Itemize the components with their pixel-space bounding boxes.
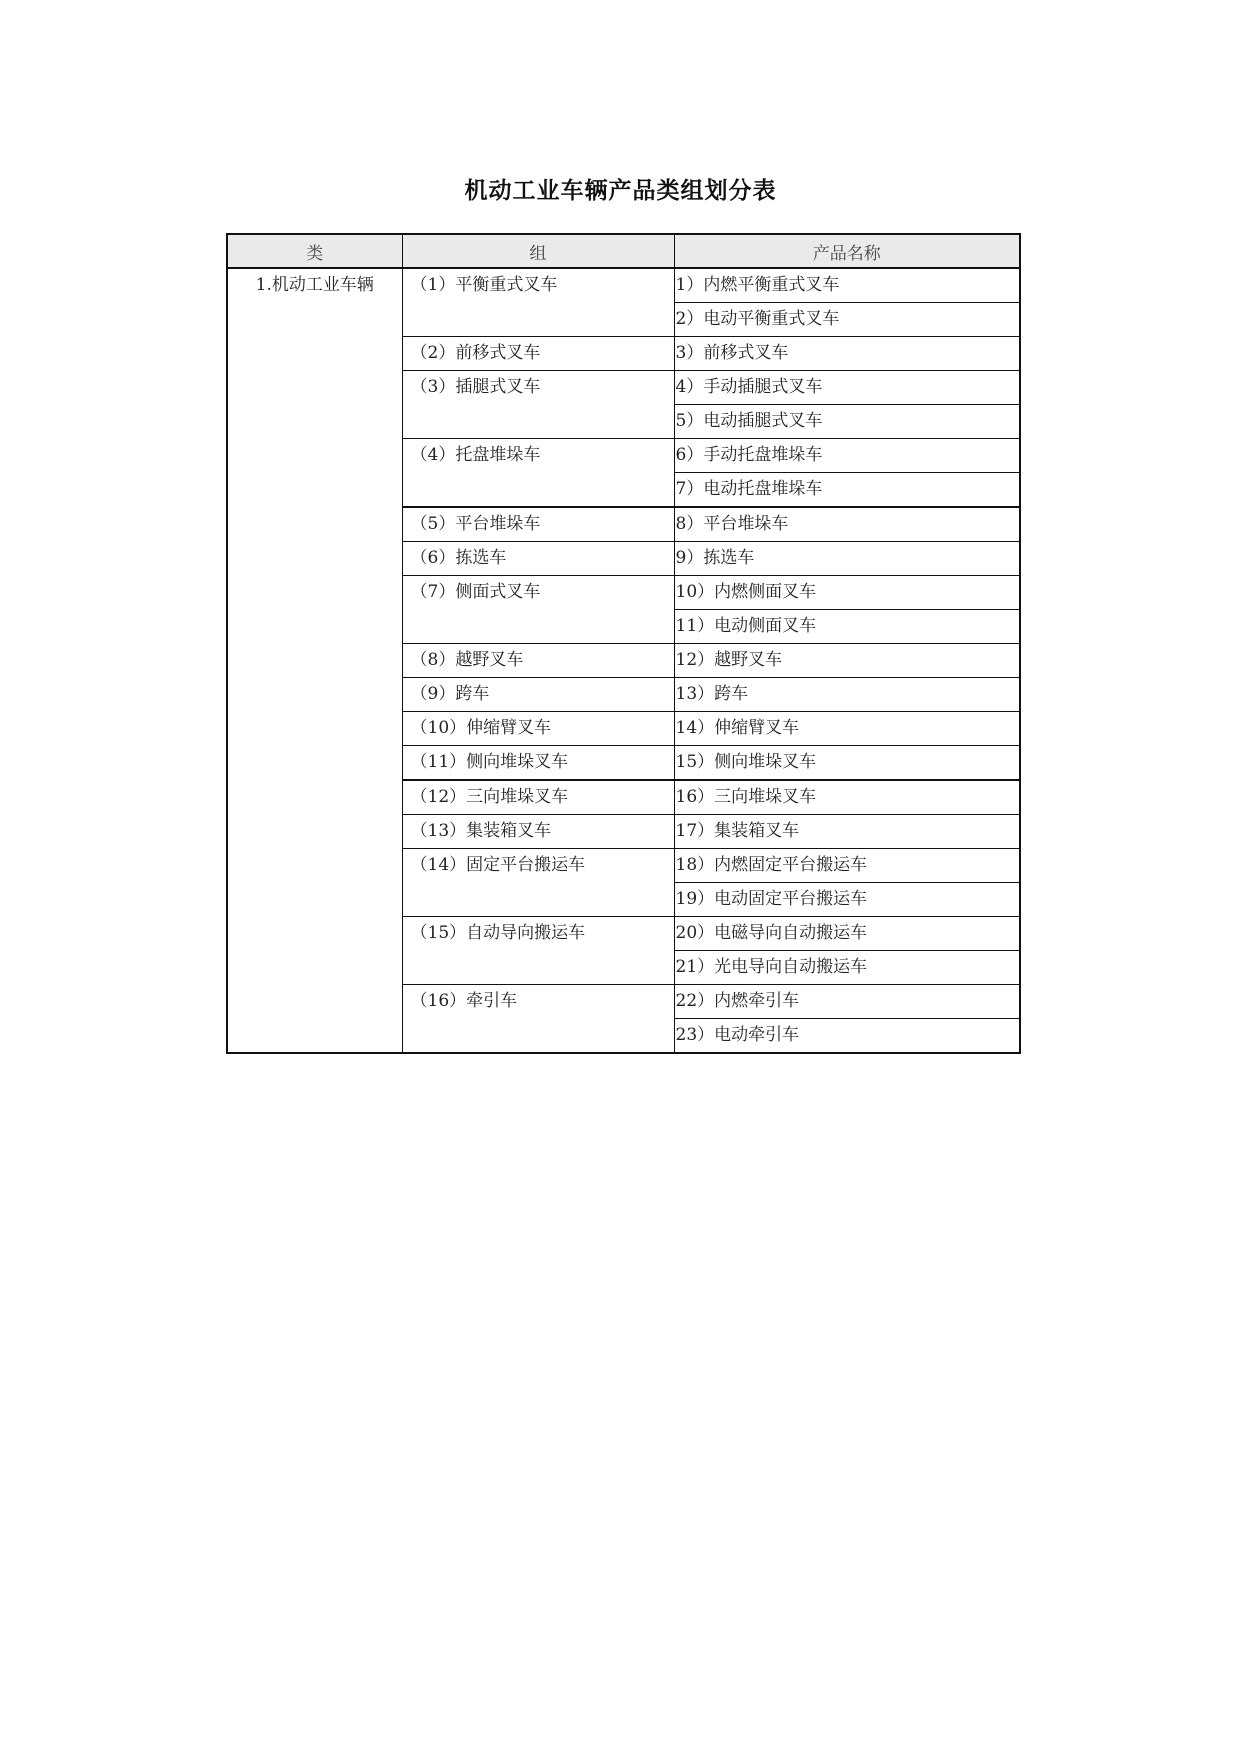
table-header: [227, 234, 1020, 268]
group-cell: （15）自动导向搬运车: [402, 917, 674, 985]
product-cell: 1）内燃平衡重式叉车: [674, 268, 1020, 303]
product-cell: 21）光电导向自动搬运车: [674, 951, 1020, 985]
group-cell: （14）固定平台搬运车: [402, 849, 674, 917]
header-product: 产品名称: [674, 234, 1020, 268]
table-row: [227, 268, 1020, 303]
group-cell: （1）平衡重式叉车: [402, 268, 674, 337]
product-cell: 5）电动插腿式叉车: [674, 405, 1020, 439]
product-cell: 11）电动侧面叉车: [674, 610, 1020, 644]
header-group: 组: [402, 234, 674, 268]
page-title: 机动工业车辆产品类组划分表: [464, 178, 777, 204]
product-cell: 14）伸缩臂叉车: [674, 712, 1020, 746]
product-cell: 12）越野叉车: [674, 644, 1020, 678]
group-cell: （5）平台堆垛车: [402, 507, 674, 542]
product-cell: 15）侧向堆垛叉车: [674, 746, 1020, 781]
group-cell: （10）伸缩臂叉车: [402, 712, 674, 746]
class-cell: 1.机动工业车辆: [227, 268, 402, 1053]
group-cell: （16）牵引车: [402, 985, 674, 1054]
product-cell: 19）电动固定平台搬运车: [674, 883, 1020, 917]
product-cell: 6）手动托盘堆垛车: [674, 439, 1020, 473]
table-body: [227, 268, 1020, 1053]
product-cell: 17）集装箱叉车: [674, 815, 1020, 849]
group-cell: （2）前移式叉车: [402, 337, 674, 371]
product-cell: 7）电动托盘堆垛车: [674, 473, 1020, 508]
product-cell: 16）三向堆垛叉车: [674, 780, 1020, 815]
group-cell: （8）越野叉车: [402, 644, 674, 678]
product-cell: 2）电动平衡重式叉车: [674, 303, 1020, 337]
group-cell: （9）跨车: [402, 678, 674, 712]
product-cell: 3）前移式叉车: [674, 337, 1020, 371]
group-cell: （12）三向堆垛叉车: [402, 780, 674, 815]
classification-table: [226, 233, 1021, 1054]
product-cell: 4）手动插腿式叉车: [674, 371, 1020, 405]
product-cell: 13）跨车: [674, 678, 1020, 712]
header-class: 类: [227, 234, 402, 268]
group-cell: （13）集装箱叉车: [402, 815, 674, 849]
product-cell: 18）内燃固定平台搬运车: [674, 849, 1020, 883]
group-cell: （6）拣选车: [402, 542, 674, 576]
product-cell: 23）电动牵引车: [674, 1019, 1020, 1054]
product-cell: 20）电磁导向自动搬运车: [674, 917, 1020, 951]
group-cell: （3）插腿式叉车: [402, 371, 674, 439]
product-cell: 8）平台堆垛车: [674, 507, 1020, 542]
group-cell: （7）侧面式叉车: [402, 576, 674, 644]
product-cell: 9）拣选车: [674, 542, 1020, 576]
product-cell: 22）内燃牵引车: [674, 985, 1020, 1019]
product-cell: 10）内燃侧面叉车: [674, 576, 1020, 610]
group-cell: （11）侧向堆垛叉车: [402, 746, 674, 781]
group-cell: （4）托盘堆垛车: [402, 439, 674, 508]
header-row: [227, 234, 1020, 268]
